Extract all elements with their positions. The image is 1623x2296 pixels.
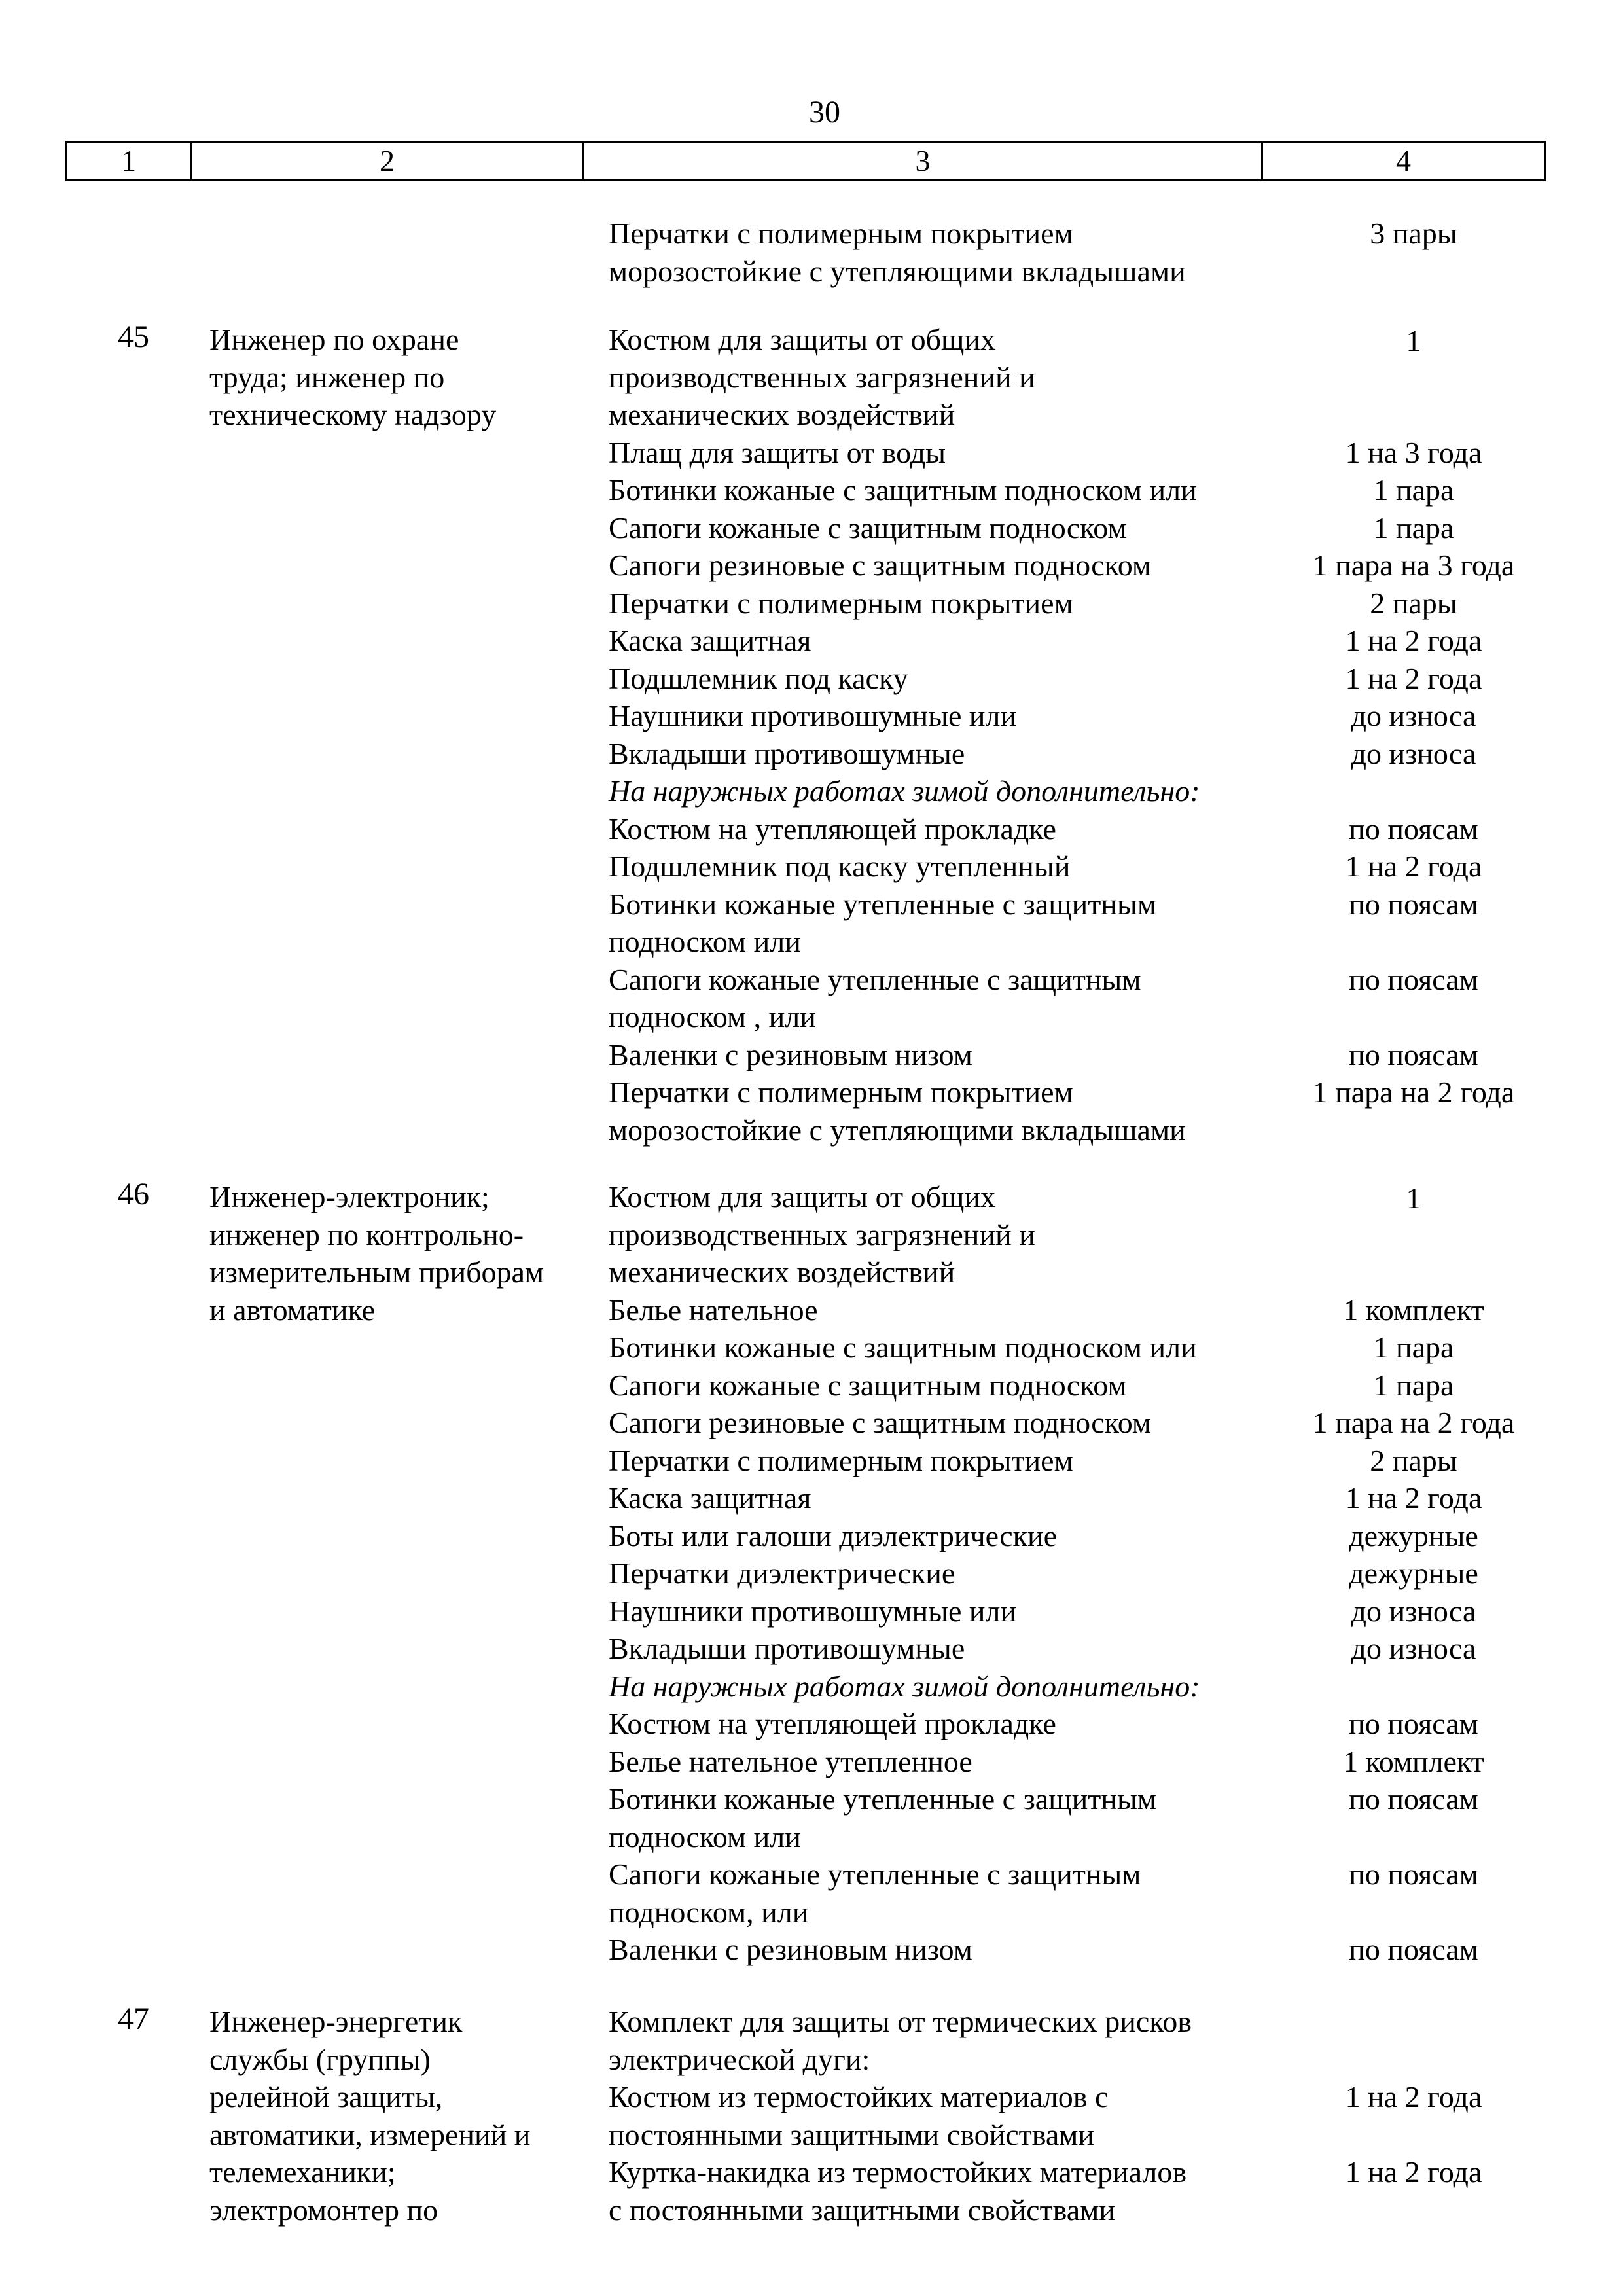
item-norm: до износа [1351, 1632, 1476, 1665]
item-norm: до износа [1351, 699, 1476, 732]
item-line: На наружных работах зимой дополнительно: [609, 1669, 1200, 1703]
item-line: Белье нательное утепленное [609, 1744, 972, 1778]
item-line: Перчатки с полимерным покрытием [609, 1443, 1073, 1477]
item-norm: 1 пара [1373, 511, 1454, 545]
item-line: Комплект для защиты от термических рисков [609, 2005, 1192, 2038]
item-norm: 1 пара [1373, 1368, 1454, 1402]
item-line: Костюм для защиты от общих [609, 323, 996, 356]
item-line: Сапоги кожаные утепленные с защитным [609, 962, 1141, 996]
item-line: Подшлемник под каску утепленный [609, 850, 1071, 883]
item-line: производственных загрязнений и [609, 360, 1035, 394]
item-line: Костюм из термостойких материалов с [609, 2080, 1109, 2113]
item-line: морозостойкие с утепляющими вкладышами [609, 254, 1186, 288]
item-line: Белье нательное [609, 1293, 818, 1327]
item-norm: 1 пара на 3 года [1312, 548, 1515, 582]
header-col-1: 1 [67, 143, 192, 179]
item-line: Костюм на утепляющей прокладке [609, 812, 1056, 846]
item-norm: до износа [1351, 1594, 1476, 1628]
item-norm: 1 комплект [1343, 1293, 1484, 1327]
item-norm: 1 [1406, 324, 1421, 357]
profession-line: измерительным приборам [209, 1255, 544, 1289]
item-norm: по поясам [1349, 1707, 1478, 1740]
profession-line: и автоматике [209, 1293, 376, 1327]
item-line: Валенки с резиновым низом [609, 1933, 972, 1966]
item-line: Костюм для защиты от общих [609, 1180, 996, 1213]
profession-line: электромонтер по [209, 2193, 438, 2227]
item-norm: 2 пары [1370, 586, 1457, 620]
item-line: Наушники противошумные или [609, 699, 1017, 732]
item-line: производственных загрязнений и [609, 1217, 1035, 1251]
item-line: механических воздействий [609, 1255, 955, 1289]
item-line: Вкладыши противошумные [609, 1632, 965, 1665]
item-norm: 1 на 2 года [1345, 661, 1482, 695]
item-line: Перчатки с полимерным покрытием [609, 586, 1073, 620]
item-line: постоянными защитными свойствами [609, 2117, 1095, 2151]
item-line: Вкладыши противошумные [609, 736, 965, 770]
item-norm: 3 пары [1370, 217, 1457, 250]
item-norm: дежурные [1349, 1518, 1478, 1552]
item-norm: по поясам [1349, 1933, 1478, 1966]
item-line: Каска защитная [609, 624, 812, 657]
item-line: подноском или [609, 925, 801, 958]
item-line: Ботинки кожаные утепленные с защитным [609, 887, 1156, 921]
item-line: механических воздействий [609, 398, 955, 431]
profession-line: релейной защиты, [209, 2080, 443, 2113]
item-norm: 1 на 2 года [1345, 2155, 1482, 2189]
header-col-2: 2 [192, 143, 584, 179]
profession-line: техническому надзору [209, 398, 497, 431]
item-line: Подшлемник под каску [609, 661, 908, 695]
profession-line: Инженер-электроник; [209, 1180, 490, 1213]
profession-line: Инженер-энергетик [209, 2005, 463, 2038]
item-line: с постоянными защитными свойствами [609, 2193, 1115, 2227]
item-line: Костюм на утепляющей прокладке [609, 1707, 1056, 1740]
item-line: подноском или [609, 1820, 801, 1854]
item-norm: 1 на 3 года [1345, 435, 1482, 469]
item-norm: по поясам [1349, 812, 1478, 846]
row-number: 46 [118, 1177, 149, 1211]
item-line: Каска защитная [609, 1481, 812, 1515]
item-norm: 1 пара [1373, 1331, 1454, 1364]
item-line: Плащ для защиты от воды [609, 435, 946, 469]
profession-line: Инженер по охране [209, 323, 459, 356]
item-line: Куртка-накидка из термостойких материалов [609, 2155, 1187, 2189]
item-line: Перчатки с полимерным покрытием [609, 217, 1073, 250]
item-norm: 1 [1406, 1181, 1421, 1215]
item-norm: до износа [1351, 736, 1476, 770]
item-line: Ботинки кожаные утепленные с защитным [609, 1782, 1156, 1816]
item-line: Сапоги резиновые с защитным подноском [609, 1406, 1151, 1439]
item-norm: по поясам [1349, 1857, 1478, 1891]
item-norm: 1 на 2 года [1345, 850, 1482, 883]
item-line: Ботинки кожаные с защитным подноском или [609, 473, 1197, 507]
item-line: Сапоги кожаные с защитным подноском [609, 1368, 1127, 1402]
item-line: Сапоги кожаные с защитным подноском [609, 511, 1127, 545]
item-line: Перчатки с полимерным покрытием [609, 1075, 1073, 1109]
profession-line: труда; инженер по [209, 360, 445, 394]
item-norm: дежурные [1349, 1556, 1478, 1590]
item-norm: по поясам [1349, 1782, 1478, 1816]
item-line: Перчатки диэлектрические [609, 1556, 955, 1590]
item-norm: по поясам [1349, 887, 1478, 921]
item-norm: по поясам [1349, 962, 1478, 996]
item-line: Наушники противошумные или [609, 1594, 1017, 1628]
item-line: На наружных работах зимой дополнительно: [609, 774, 1200, 808]
item-norm: по поясам [1349, 1037, 1478, 1071]
row-number: 47 [118, 2001, 149, 2036]
item-line: Сапоги резиновые с защитным подноском [609, 548, 1151, 582]
item-norm: 1 на 2 года [1345, 1481, 1482, 1515]
item-norm: 2 пары [1370, 1443, 1457, 1477]
table-header [65, 141, 1546, 181]
profession-line: телемеханики; [209, 2155, 396, 2189]
item-norm: 1 на 2 года [1345, 2080, 1482, 2113]
item-line: Сапоги кожаные утепленные с защитным [609, 1857, 1141, 1891]
item-norm: 1 на 2 года [1345, 624, 1482, 657]
item-norm: 1 комплект [1343, 1744, 1484, 1778]
profession-line: инженер по контрольно- [209, 1217, 524, 1251]
item-line: подноском, или [609, 1895, 809, 1929]
item-norm: 1 пара на 2 года [1312, 1075, 1515, 1109]
item-line: подноском , или [609, 1000, 816, 1033]
row-number: 45 [118, 319, 149, 354]
item-line: электрической дуги: [609, 2042, 870, 2076]
item-norm: 1 пара на 2 года [1312, 1406, 1515, 1439]
profession-line: автоматики, измерений и [209, 2117, 531, 2151]
page-number: 30 [809, 95, 840, 130]
header-col-3: 3 [584, 143, 1263, 179]
profession-line: службы (группы) [209, 2042, 431, 2076]
item-line: Боты или галоши диэлектрические [609, 1518, 1058, 1552]
header-col-4: 4 [1396, 144, 1411, 177]
item-line: Ботинки кожаные с защитным подноском или [609, 1331, 1197, 1364]
item-line: морозостойкие с утепляющими вкладышами [609, 1113, 1186, 1147]
item-norm: 1 пара [1373, 473, 1454, 507]
item-line: Валенки с резиновым низом [609, 1037, 972, 1071]
